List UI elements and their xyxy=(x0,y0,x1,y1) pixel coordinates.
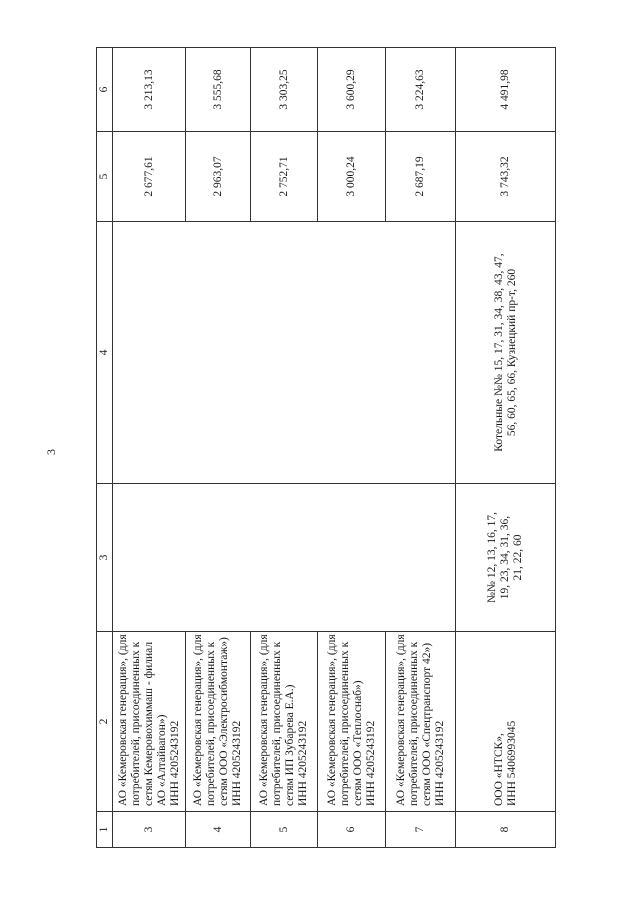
page-number: 3 xyxy=(44,449,58,455)
value-col5: 3 000,24 xyxy=(318,132,386,222)
org-line: сетям ООО «Спецтранспорт 42») xyxy=(420,642,433,806)
header-col-5: 5 xyxy=(97,132,113,222)
col4-line: Котельные №№ 15, 17, 31, 34, 38, 43, 47, xyxy=(492,253,505,452)
rotated-table-container xyxy=(96,48,561,848)
table-row xyxy=(456,48,556,848)
value-col6: 3 213,13 xyxy=(113,48,186,132)
org-line: ИНН 4205243192 xyxy=(297,720,309,806)
organization-cell xyxy=(186,632,251,812)
org-line: ИНН 4205243192 xyxy=(364,720,377,806)
organization-cell xyxy=(251,632,318,812)
header-col-1: 1 xyxy=(97,812,113,848)
empty-col3-merged xyxy=(113,484,456,632)
org-line: потребителей, присоединенных к xyxy=(407,641,420,806)
col3-line: №№ 12, 13, 16, 17, xyxy=(486,512,498,603)
tariff-table xyxy=(96,47,556,848)
org-line: сетям ИП Зубарева Е.А.) xyxy=(284,684,296,806)
header-col-6: 6 xyxy=(97,48,113,132)
org-line: АО «Кемеровская генерация», (для xyxy=(192,634,204,806)
org-line: АО «Кемеровская генерация», (для xyxy=(116,634,129,806)
org-line: ИНН 4205243192 xyxy=(168,720,181,806)
organization-cell xyxy=(386,632,456,812)
org-line: ИНН 5406993045 xyxy=(505,720,518,806)
organization-cell xyxy=(456,632,556,812)
org-line: ИНН 4205243192 xyxy=(231,720,243,806)
value-col6: 4 491,98 xyxy=(456,48,556,132)
value-col6: 3 555,68 xyxy=(186,48,251,132)
row-number: 5 xyxy=(251,812,318,848)
col3-line: 19, 23, 34, 31, 36, xyxy=(499,515,511,600)
boiler-houses-cell xyxy=(456,222,556,484)
header-col-4: 4 xyxy=(97,222,113,484)
value-col5: 3 743,32 xyxy=(456,132,556,222)
row-number: 7 xyxy=(386,812,456,848)
value-col5: 2 687,19 xyxy=(386,132,456,222)
org-line: сетям ООО «Электросибмонтаж») xyxy=(218,637,230,806)
org-line: потребителей, присоединенных к xyxy=(205,641,217,806)
org-line: сетям ООО «Теплоснаб») xyxy=(351,680,364,806)
value-col6: 3 303,25 xyxy=(251,48,318,132)
value-col5: 2 677,61 xyxy=(113,132,186,222)
org-line: потребителей, присоединенных к xyxy=(129,641,142,806)
org-line: ИНН 4205243192 xyxy=(433,720,446,806)
boiler-numbers-cell xyxy=(456,484,556,632)
org-line: АО «Кемеровская генерация», (для xyxy=(258,634,270,806)
row-number: 4 xyxy=(186,812,251,848)
org-line: сетям Кемеровохиммаш - филиал xyxy=(142,641,155,806)
col3-line: 21, 22, 60 xyxy=(512,534,524,581)
value-col5: 2 752,71 xyxy=(251,132,318,222)
row-number: 8 xyxy=(456,812,556,848)
organization-cell xyxy=(318,632,386,812)
table-row xyxy=(113,48,186,848)
org-line: потребителей, присоединенных к xyxy=(338,641,351,806)
header-row xyxy=(97,48,113,848)
value-col6: 3 600,29 xyxy=(318,48,386,132)
value-col5: 2 963,07 xyxy=(186,132,251,222)
empty-col4-merged xyxy=(113,222,456,484)
header-col-2: 2 xyxy=(97,632,113,812)
org-line: ООО «НТСК», xyxy=(492,733,505,806)
org-line: АО «Кемеровская генерация», (для xyxy=(325,634,338,806)
org-line: АО «Кемеровская генерация», (для xyxy=(394,634,407,806)
org-line: АО «Алтайвагон») xyxy=(155,714,168,806)
org-line: потребителей, присоединенных к xyxy=(271,641,283,806)
organization-cell xyxy=(113,632,186,812)
col4-line: 56, 60, 65, 66, Кузнецкий пр-т, 260 xyxy=(505,268,518,437)
header-col-3: 3 xyxy=(97,484,113,632)
row-number: 3 xyxy=(113,812,186,848)
row-number: 6 xyxy=(318,812,386,848)
value-col6: 3 224,63 xyxy=(386,48,456,132)
